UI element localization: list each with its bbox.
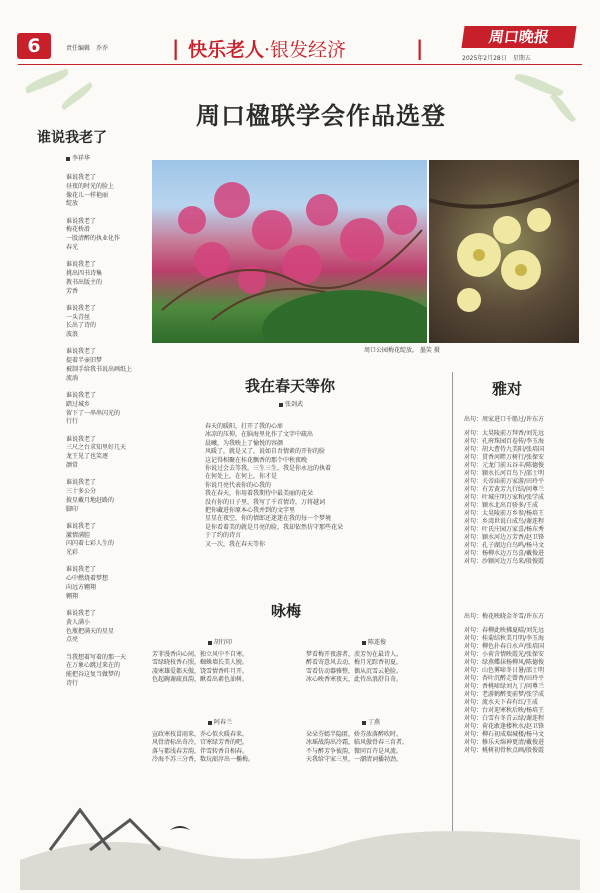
yadui-pair: 对句：孔子湖边白鸟鸣/杨马文 bbox=[464, 542, 545, 549]
poem-stanza: 当我想着写着的那一天 在万象心跳过来在的 能把谷这复当做梦的 诗行 bbox=[66, 653, 127, 687]
poem-line: 冷海不苏三分香，数玩韶淳出一椭梅。 bbox=[152, 756, 255, 764]
yadui-prompt-2: 出句：梅花映晓金冬雪/许东方 bbox=[464, 613, 545, 620]
yongmei-author bbox=[362, 717, 380, 726]
spring-poem-body bbox=[205, 423, 445, 549]
author-name: 李祥华 bbox=[72, 155, 91, 162]
photo-caption: 周口公园梅花绽放。 墨笑 摄 bbox=[364, 347, 440, 354]
poem-line: 宣政寒枝冒雨来，乔心似火暖春来。 bbox=[152, 731, 249, 738]
poem-line: 你说过会去等我，三生三生，我是你永远的执着 bbox=[205, 465, 332, 473]
author-name: 阿春兰 bbox=[214, 719, 233, 726]
yadui-pair: 对句：香桃啼绿刘九丁/问尊兰 bbox=[464, 683, 545, 690]
bullet-icon bbox=[362, 721, 366, 725]
yadui-pair: 对句：太昊陵前万乡参/杨培王 bbox=[464, 510, 545, 517]
yadui-pair: 对句：杏叶沉醉走曾香/田玲平 bbox=[464, 675, 545, 682]
yadui-prompt-1: 出句：周家进口千船过/许东方 bbox=[464, 416, 545, 423]
yadui-pair: 对句：杨柳水边万鸟喜/戴俊进 bbox=[464, 550, 545, 557]
plum-blossom-photo bbox=[152, 160, 427, 343]
poem-line: 落与都浅春芳韵，伴雪转香自相春。 bbox=[152, 747, 249, 755]
poem-stanza: 谁说我老了 踏过城乡 留下了一串串闪光的 行行 bbox=[66, 392, 121, 426]
sidebar-poem-author bbox=[66, 153, 90, 162]
poem-stanza: 谁说我老了 提着半壶旧梦 被制手给我书说出画纸上 流淌 bbox=[66, 348, 133, 382]
spring-poem-author bbox=[279, 399, 303, 408]
poem-stanza: 谁说我老了 黄人满小 色瓶把满天的星星 点亮 bbox=[66, 610, 115, 644]
yadui-group-2 bbox=[464, 613, 544, 755]
sidebar-poem-title: 谁说我老了 bbox=[37, 130, 107, 146]
yadui-pair: 对句：叶城庄明万家和/张学成 bbox=[464, 494, 545, 501]
header-rule bbox=[18, 64, 582, 65]
yadui-pair: 对句：柳色扑春白水声/张培国 bbox=[464, 643, 545, 650]
header-divider-left: | bbox=[172, 36, 180, 60]
yadui-pair: 对句：元龙门前五谷丰/陈德俊 bbox=[464, 462, 545, 469]
poem-stanza: 谁说我老了 三十多公分 披星戴月地赶路的 脚印 bbox=[66, 479, 115, 513]
poem-line: 这记得相聚在桂花飘香的那个中秋夜晚 bbox=[205, 456, 308, 464]
poem-line: 春天的暖阳，打开了我的心扉 bbox=[205, 423, 284, 430]
yongmei-author bbox=[208, 637, 232, 646]
poem-stanza: 谁说我老了 梅花桥滑 一股清醉的执业化作 春光 bbox=[66, 217, 121, 251]
yadui-pair: 对句：山色雾啼冬日暑/邵士明 bbox=[464, 667, 545, 674]
bullet-icon bbox=[279, 403, 283, 407]
yadui-pair: 对句：流水天下春有红/王成 bbox=[464, 699, 539, 706]
poem-line: 是你看着美的就是月亮的脸，我却依然仿守那些花朵 bbox=[205, 523, 344, 531]
author-name: 胡行印 bbox=[214, 639, 233, 646]
editor-credit bbox=[66, 43, 114, 52]
poem-line: 芳菲漫香向心间，独立风中不自寒。 bbox=[152, 651, 249, 658]
leaf-decoration bbox=[24, 68, 71, 93]
brand-logo: 周口晚报 bbox=[461, 26, 576, 48]
poem-stanza: 谁说我老了 挑出四书诗集 教书出版主的 芳香 bbox=[66, 261, 103, 295]
yadui-pair: 对句：小荷含情映霞光/张保安 bbox=[464, 651, 545, 658]
poem-line: 不与醉芳争彼韵，微同百卉是风流。 bbox=[306, 747, 403, 755]
yadui-pair: 对句：荷花敢逢楼秋水/赵卫锋 bbox=[464, 723, 545, 730]
ink-landscape-decoration bbox=[20, 790, 580, 890]
column-name bbox=[188, 35, 346, 62]
issue-date bbox=[462, 53, 537, 62]
poem-line: 晨曦，为我映上了愉悦的容颜 bbox=[205, 439, 284, 447]
bullet-icon bbox=[208, 721, 212, 725]
yadui-title: 雅对 bbox=[492, 380, 523, 398]
poem-line: 冰凉的压抑，在脑海里化作了文字中疏出 bbox=[205, 431, 314, 439]
poem-line: 你说月亮代表你的心我的 bbox=[205, 481, 272, 489]
date-text: 2025年2月28日 bbox=[462, 55, 507, 62]
poem-line: 风暖了，就是又了，说如自吾情素的开你的脸 bbox=[205, 448, 326, 456]
yadui-pair: 对句：贯香河畔万树行/张保安 bbox=[464, 454, 545, 461]
yongmei-poem-body bbox=[306, 731, 408, 765]
author-name: 丁燕 bbox=[368, 719, 381, 726]
yadui-pair: 对句：孔府珠园百卷传/李玉海 bbox=[464, 438, 545, 445]
yadui-pair: 对句：颍水河边万芳香/赵卫锋 bbox=[464, 534, 545, 541]
poem-line: 雪看仿动器雅整，偶从沉雪云艳脸。 bbox=[306, 667, 403, 675]
poem-line: 风骨清标出奇冷，宫寒绿芳香的吧。 bbox=[152, 739, 249, 747]
wintersweet-photo bbox=[429, 160, 579, 343]
yadui-pair: 对句：颍水北出百骄多/王成 bbox=[464, 502, 539, 509]
yadui-pair: 对句：颍水长河百鸟下/邵士明 bbox=[464, 470, 545, 477]
yadui-pair: 对句：有芳黄芳九行结/问尊兰 bbox=[464, 486, 545, 493]
leaf-decoration bbox=[59, 82, 95, 110]
plum-blossom-illustration bbox=[152, 160, 427, 343]
weekday-text: 星期五 bbox=[512, 55, 531, 62]
spring-poem-title: 我在春天等你 bbox=[245, 377, 336, 395]
poem-line: 凌寒雄爱都天傲，饶雪情香昨月开。 bbox=[152, 667, 249, 675]
yadui-pair: 对句：乡湾世说白成鸟/谢连程 bbox=[464, 518, 545, 525]
poem-stanza: 谁说我老了 激情满腔 闪闪着七彩人生的 光彩 bbox=[66, 522, 115, 557]
column-main: 快乐老人 bbox=[188, 39, 265, 61]
author-name: 张剑武 bbox=[285, 401, 304, 408]
editor-name: 乔乔 bbox=[96, 45, 109, 52]
bullet-icon bbox=[362, 641, 366, 645]
poem-line: 没有你的日子里，我写了千首情诗，万将越词 bbox=[205, 498, 326, 506]
poem-stanza: 谁说我老了 昼夜的时光的脸上 像花儿一样艳丽 绽放 bbox=[66, 174, 115, 208]
poem-line: 于了约的诗言 bbox=[205, 532, 242, 540]
poem-line: 醉看寄意风去动，梅月光踪香初夏。 bbox=[306, 659, 403, 667]
bullet-icon bbox=[66, 157, 70, 161]
poem-stanza: 谁说我老了 心中燃烧着梦想 向远方翱翔 翱翔 bbox=[66, 566, 109, 600]
leaf-decoration bbox=[550, 92, 576, 124]
poem-line: 星星在夜空，你的情郎还迷迷在我的每一个梦境 bbox=[205, 515, 332, 523]
column-divider bbox=[452, 372, 453, 852]
wintersweet-illustration bbox=[429, 160, 579, 343]
page-number: 6 bbox=[17, 33, 51, 59]
poem-line: 色起碗谢疏真韵，瞅看出素色油树。 bbox=[152, 676, 249, 684]
yadui-pair: 对句：桃树初骨秋点画/殷俊霞 bbox=[464, 747, 545, 754]
yongmei-poem-body bbox=[306, 651, 402, 685]
poem-line: 我在春天，你用着我期待中最美丽的花朵 bbox=[205, 490, 314, 498]
poem-line: 朵朵芬嫣半隐匿，娇芬浓落醉吹时。 bbox=[306, 731, 403, 738]
yadui-pair: 对句：台对迎寒秋后映/杨培王 bbox=[464, 707, 545, 714]
yadui-group-1 bbox=[464, 416, 544, 566]
poem-line: 冰心映香寒夜天，此侍出浪舒自奇。 bbox=[306, 676, 403, 684]
yongmei-author bbox=[362, 637, 386, 646]
page-headline: 周口楹联学会作品选登 bbox=[196, 101, 446, 130]
author-name: 陈连俊 bbox=[368, 639, 387, 646]
yadui-pair: 对句：关帝庙前万家游/田玲平 bbox=[464, 478, 545, 485]
poem-line: 把你藏进你原本心我并到的文字里 bbox=[205, 507, 296, 515]
yadui-pairs-2 bbox=[464, 627, 544, 755]
yadui-pair: 对句：叶氏庄园万家喜/杨东秀 bbox=[464, 526, 545, 533]
yongmei-title: 咏梅 bbox=[271, 602, 302, 620]
poem-stanza: 谁说我老了 三尺之台求知里好几天 龙王见了也笑逐 颜常 bbox=[66, 435, 127, 469]
poem-line: 在何处上，在何上，你才是 bbox=[205, 473, 278, 481]
yadui-pair: 对句：柳石初成瑞城楼/杨马文 bbox=[464, 731, 545, 738]
poem-line: 梦看梅开夜游者，羡芳勿在最诗人。 bbox=[306, 651, 403, 658]
yadui-pair: 对句：桂菊结秋美月明/李玉海 bbox=[464, 635, 545, 642]
header-divider-right: | bbox=[416, 36, 424, 60]
yadui-pair: 对句：太昊陵前万拜香/刘先远 bbox=[464, 430, 545, 437]
poem-stanza: 谁说我老了 一头青丝 长出了诗的 波浪 bbox=[66, 304, 97, 339]
yadui-pairs-1 bbox=[464, 430, 544, 566]
poem-line: 又一次，我在春天等你 bbox=[205, 540, 266, 548]
yongmei-poem-body bbox=[152, 651, 248, 685]
yadui-pair: 对句：老游鹤醉变前梦/张学成 bbox=[464, 691, 545, 698]
yadui-pair: 对句：白雪有冬青云绿/谢连程 bbox=[464, 715, 545, 722]
poem-line: 雪绿晓枝香石照，蜘蛛墙长美人脱。 bbox=[152, 659, 249, 667]
yadui-pair: 对句：沙颍河边万鸟来/殷俊霞 bbox=[464, 558, 545, 565]
poem-line: 冰瑶战韵出冷霜，临风傲骨春三育者。 bbox=[306, 739, 409, 747]
poem-line: 天我给守家三里，一潮清词播勃劲。 bbox=[306, 756, 403, 764]
yadui-pair: 对句：胡大曹侍九美阳/张培国 bbox=[464, 446, 545, 453]
yongmei-author bbox=[208, 717, 232, 726]
editor-label: 责任编辑 bbox=[66, 45, 91, 52]
yadui-pair: 对句：春柳此映拂夏晴/刘先远 bbox=[464, 627, 545, 634]
yongmei-poem-body bbox=[152, 731, 254, 765]
column-sub: ·银发经济 bbox=[264, 39, 347, 61]
yadui-pair: 对句：修乐天绵神更清/戴俊进 bbox=[464, 739, 545, 746]
yadui-pair: 对句：绿燕蝶抹杨柳风/陈德俊 bbox=[464, 659, 545, 666]
bullet-icon bbox=[208, 641, 212, 645]
